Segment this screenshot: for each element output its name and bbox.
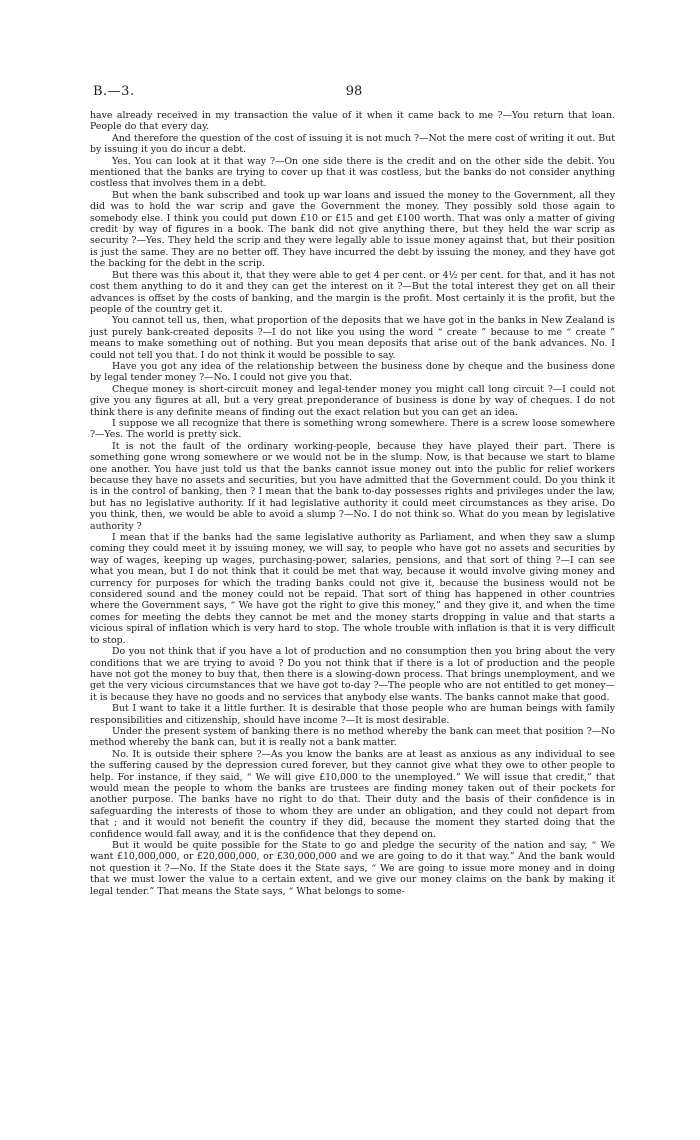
paragraph: No. It is outside their sphere ?—As you know the banks are at least as anxious as any individual to see the suffering caused by the depression cured forever, but they cannot give what they owe to other people to help. For instance, if they said, “ We will give £10,000 to the unemployed.” We will issue that credit,” that would mean the people to whom the banks are trustees are finding money taken out of their pockets for another purpose. The banks have no right to do that. Their duty and the basis of their confidence is in safeguarding the interests of those to whom they are under an obligation, and they could not depart from that ; and it would not benefit the country if they did, because the moment they started doing that the confidence would fall away, and it is the confidence that they depend on. [90, 748, 615, 840]
paragraph: And therefore the question of the cost of issuing it is not much ?—Not the mere cost of writing it out. But by issuing it you do incur a debt. [90, 132, 615, 156]
paragraph: have already received in my transaction the value of it when it came back to me ?—You return that loan. People do that every day. [90, 110, 615, 133]
paragraph: Have you got any idea of the relationship between the business done by cheque and the business done by legal tender money ?—No. I could not give you that. [90, 360, 615, 384]
document-reference: B.—3. [93, 84, 135, 99]
paragraph: Under the present system of banking there is no method whereby the bank can meet that position ?—No method whereby the bank can, but it is really not a bank matter. [90, 725, 615, 749]
paragraph: I suppose we all recognize that there is something wrong somewhere. There is a screw loose somewhere ?—Yes. The world is pretty sick. [90, 417, 615, 441]
paragraph: I mean that if the banks had the same legislative authority as Parliament, and when they saw a slump coming they could meet it by issuing money, we will say, to people who have got no assets and securities by way of wages, keeping up wages, purchasing-power, salaries, pensions, and that sort of thing ?—I can see what you mean, but I do not think that it could be met that way, because it would involve giving money and currency for purposes for which the trading banks could not give it, because the business would not be considered sound and the money could not be repaid. That sort of thing has happened in other countries where the Government says, “ We have got the right to give this money,” and they give it, and when the time comes for meeting the debts they cannot be met and the money starts dropping in value and that starts a vicious spiral of inflation which is very hard to stop. The whole trouble with inflation is that it is very difficult to stop. [90, 532, 615, 646]
paragraph: Yes. You can look at it that way ?—On one side there is the credit and on the other side the debit. You mentioned that the banks are trying to cover up that it was costless, but the banks do not consider anything costless that involves them in a debt. [90, 155, 615, 190]
page-header [93, 84, 615, 104]
paragraph: But when the bank subscribed and took up war loans and issued the money to the Government, all they did was to hold the war scrip and gave the Government the money. They possibly sold those again to somebody else. I think you could put down £10 or £15 and get £100 worth. That was only a matter of giving credit by way of figures in a book. The bank did not give anything there, but they held the war scrip as security ?—Yes. They held the scrip and they were legally able to issue money against that, but their position is just the same. They are no better off. They have incurred the debt by issuing the money, and they have got the backing for the debt in the scrip. [90, 189, 615, 270]
paragraph: But I want to take it a little further. It is desirable that those people who are human beings with family responsibilities and citizenship, should have income ?—It is most desirable. [90, 703, 615, 726]
paragraph: You cannot tell us, then, what proportion of the deposits that we have got in the banks in New Zealand is just purely bank-created deposits ?—I do not like you using the word “ create ” because to me “ create ” means to make something out of nothing. But you mean deposits that arise out of the bank advances. No. I could not tell you that. I do not think it would be possible to say. [90, 315, 615, 361]
paragraph: But there was this about it, that they were able to get 4 per cent. or 4½ per cent. for that, and it has not cost them anything to do it and they can get the interest on it ?—But the total interest they get on all their advances is offset by the costs of banking, and the margin is the profit. Most certainly it is the profit, but the people of the country get it. [90, 269, 615, 315]
paragraph: But it would be quite possible for the State to go and pledge the security of the nation and say, “ We want £10,000,000, or £20,000,000, or £30,000,000 and we are going to do it that way.” And the bank would not question it ?—No. If the State does it the State says, “ We are going to issue more money and in doing that we must lower the value to a certain extent, and we give our money claims on the bank by making it legal tender.” That means the State says, “ What belongs to some- [90, 840, 615, 897]
paragraph: Cheque money is short-circuit money and legal-tender money you might call long circuit ?—I could not give you any figures at all, but a very great preponderance of business is done by way of cheques. I do not think there is any definite means of finding out the exact relation but you can get an idea. [90, 383, 615, 418]
paragraph: Do you not think that if you have a lot of production and no consumption then you bring about the very conditions that we are trying to avoid ? Do you not think that if there is a lot of production and the people have not got the money to buy that, then there is a slowing-down process. That brings unemployment, and we get the very vicious circumstances that we have got to-day ?—The people who are not entitled to get money—it is because they have no goods and no services that anybody else wants. The banks cannot make that good. [90, 646, 615, 703]
page-body [90, 110, 615, 897]
paragraph: It is not the fault of the ordinary working-people, because they have played their part. There is something gone wrong somewhere or we would not be in the slump. Now, is that because we start to blame one another. You have just told us that the banks cannot issue money out into the public for relief workers because they have no assets and securities, but you have admitted that the Government could. Do you think it is in the control of banking, then ? I mean that the bank to-day possesses rights and privileges under the law, but has no legislative authority. If it had legislative authority it could meet circumstances as they arise. Do you think, then, we would be able to avoid a slump ?—No. I do not think so. What do you mean by legislative authority ? [90, 440, 615, 532]
page-number: 98 [345, 84, 363, 99]
